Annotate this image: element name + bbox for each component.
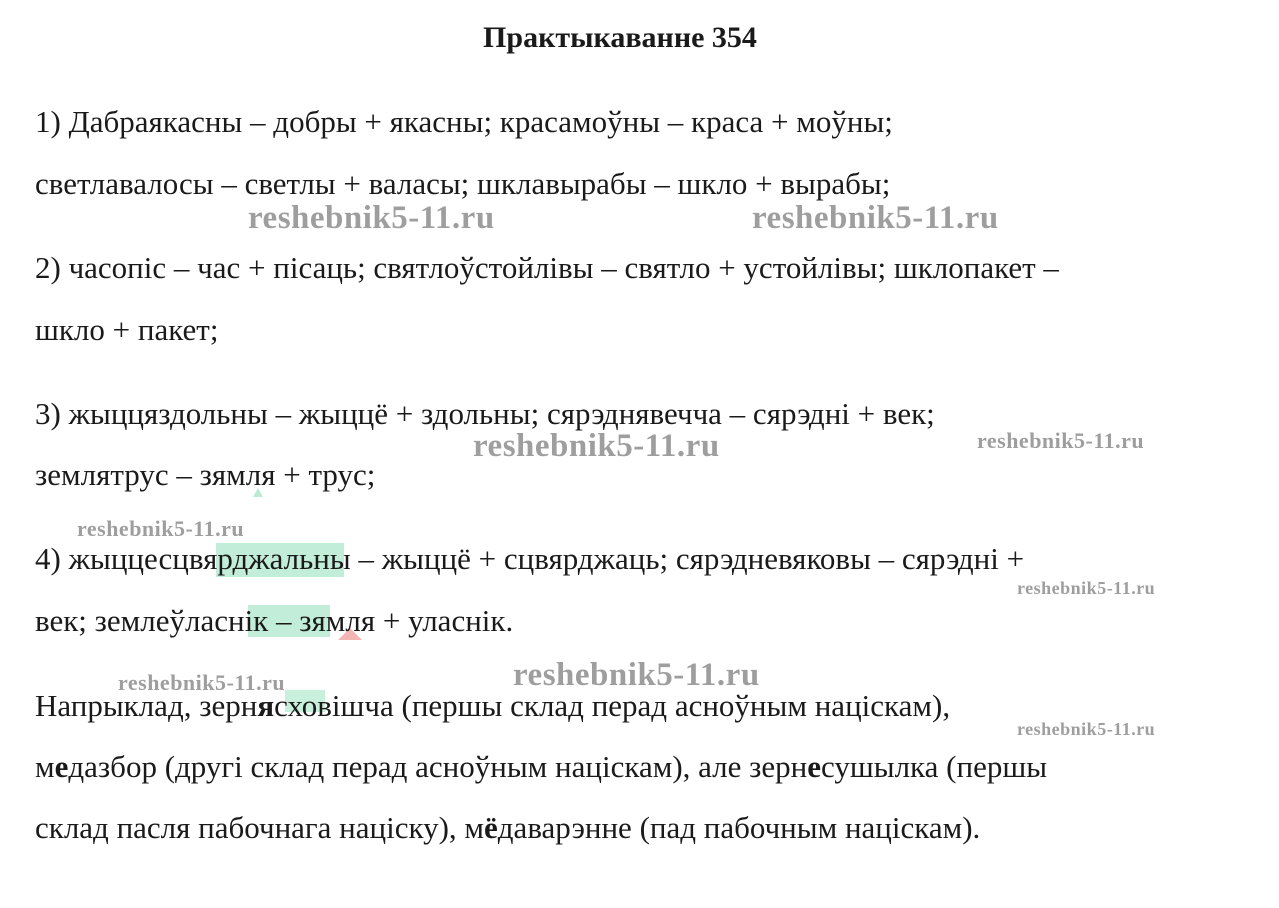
example-text: склад пасля пабочнага націску), м	[35, 810, 485, 845]
text-line-1: 1) Дабраякасны – добры + якасны; красамоўны – краса + моўны;	[35, 104, 893, 139]
watermark: reshebnik5-11.ru	[1017, 719, 1156, 739]
example-text: м	[35, 749, 55, 784]
text-line-8: век; землеўласнік – зямля + уласнік.	[35, 603, 514, 638]
example-text: Напрыклад, зерн	[35, 688, 258, 723]
text-line-4: шкло + пакет;	[35, 312, 219, 347]
example-line-3	[35, 808, 980, 848]
page-title: Практыкаванне 354	[483, 21, 757, 54]
stressed-vowel: ё	[484, 810, 498, 845]
example-text: сховішча (першы склад перад асноўным націскам),	[274, 688, 951, 723]
example-line-2	[35, 747, 1047, 787]
stressed-vowel: е	[807, 749, 822, 784]
watermark: reshebnik5-11.ru	[752, 200, 999, 236]
example-text: даварэнне (пад пабочным націскам).	[497, 810, 981, 845]
stressed-vowel: я	[257, 688, 275, 723]
watermark: reshebnik5-11.ru	[1017, 578, 1156, 598]
text-line-3: 2) часопіс – час + пісаць; святлоўстойлівы – святло + устойлівы; шклопакет –	[35, 250, 1059, 285]
watermark: reshebnik5-11.ru	[473, 428, 720, 464]
example-text: дазбор (другі склад перад асноўным націскам), але зерн	[68, 749, 808, 784]
watermark: reshebnik5-11.ru	[118, 670, 286, 695]
watermark: reshebnik5-11.ru	[513, 657, 760, 693]
example-text: сушылка (першы	[821, 749, 1048, 784]
text-line-7: 4) жыццесцвярджальны – жыццё + сцвярджаць; сярэдневяковы – сярэдні +	[35, 541, 1025, 576]
stressed-vowel: е	[54, 749, 69, 784]
watermark: reshebnik5-11.ru	[977, 428, 1145, 453]
watermark: reshebnik5-11.ru	[77, 516, 245, 541]
text-line-6: землятрус – зямля + трус;	[35, 457, 376, 492]
text-line-2: светлавалосы – светлы + валасы; шклавырабы – шкло + вырабы;	[35, 166, 891, 201]
watermark: reshebnik5-11.ru	[248, 200, 495, 236]
text-line-5: 3) жыццяздольны – жыццё + здольны; сярэднявечча – сярэдні + век;	[35, 396, 935, 431]
